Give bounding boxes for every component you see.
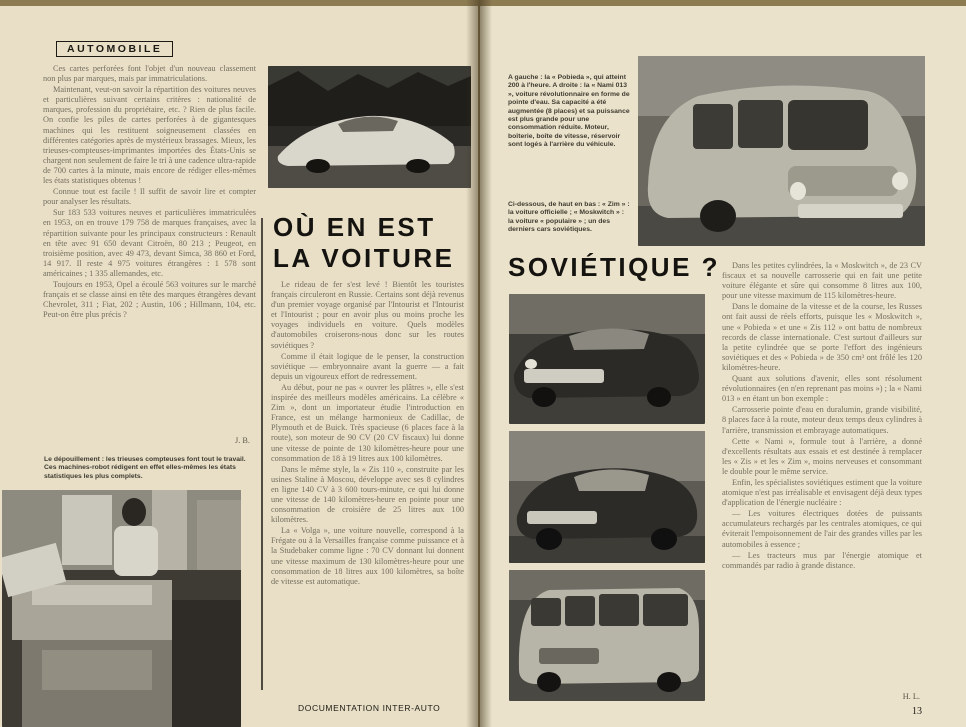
pobieda-nami-caption: A gauche : la « Pobieda », qui atteint 200 à l'heure. A droite : la « Nami 013 », voiture révolutionnaire en forme de pointe d'eau. Sa capacité a été augmentée (8 places) et sa puissance est plus grande pour une consommation réduite. Moteur, boîterie, boîte de vitesse, réservoir sont logés à l'arrière du véhicule. xyxy=(508,74,630,149)
sorting-machine-photo xyxy=(2,490,241,727)
documentation-credit: DOCUMENTATION INTER-AUTO xyxy=(298,703,441,713)
article-paragraph: La « Volga », une voiture nouvelle, correspond à la Frégate ou à la Versailles française comme puissance et à la Studebaker comme ligne : 70 CV donnant lui donnent une vitesse maximum de 130 kilomètres-heure pour une consommation de 18 litres aux 100 kilomètres, sa boîte de vitesse est automatique. xyxy=(271,526,464,586)
intro-paragraph: Connue tout est facile ! Il suffit de savoir lire et compter pour analyser les résultats. xyxy=(43,187,256,207)
column-paragraph: Carrosserie pointe d'eau en duralumin, grande visibilité, 8 places face à la route, moteur deux temps deux cylindres à l'arrière, transmission et embrayage automatiques. xyxy=(722,405,922,435)
article-paragraph: Au début, pour ne pas « ouvrer les plâtres », elle s'est inspirée des meilleurs modèles américains. La célèbre « Zim », dont un importateur étudie l'introduction en France, est un mélange harmonieux de Cadillac, de Plymouth et de Buick. Très spacieuse (6 places face à la route), son moteur de 90 CV (20 CV fiscaux) lui donne une vitesse de pointe de 130 kilomètres-heure pour une consommation de 18 à 19 litres aux 100 kilomètres. xyxy=(271,382,464,463)
column-paragraph: Dans le domaine de la vitesse et de la course, les Russes ont fait aussi de réels efforts, puisque les « Moskwitch », une « Pobieda » et une « Zis 112 » ont battu de nombreux records de classe internationale. C'est surtout d'ailleurs sur la petite cylindrée que se porte l'effort des ingénieurs soviétiques et des « Pobieda » de 350 cm³ ont frôlé les 120 kilomètres-heure. xyxy=(722,302,922,372)
article-paragraph: Dans le même style, la « Zis 110 », construite par les usines Staline à Moscou, développe avec ses 8 cylindres en ligne 140 CV à 3 600 tours-minute, ce qui lui donne une vitesse de 140 kilomètres-heure en pointe pour une consommation de croisière de 25 litres aux 100 kilomètres. xyxy=(271,464,464,525)
article-text xyxy=(271,280,464,588)
nami-car-photo xyxy=(638,56,925,246)
right-page xyxy=(480,6,966,727)
right-column-text xyxy=(722,261,922,572)
page-number: 13 xyxy=(912,706,922,717)
column-paragraph: Quant aux solutions d'avenir, elles sont résolument révolutionnaires (en n'en reprenant pas moins ») ; la « Nami 013 » en étant un bon exemple : xyxy=(722,374,922,404)
column-paragraph: Dans les petites cylindrées, la « Moskwitch », de 23 CV fiscaux et sa nouvelle carrosserie qui en fait une petite voiture élégante et sûre qui consomme 8 litres aux 100, pour une vitesse maximum de 115 kilomètres-heure. xyxy=(722,261,922,301)
column-paragraph: Cette « Nami », formule tout à l'arrière, a donné d'excellents résultats aux essais et est destinée à remplacer les « Zis » et les « Zim », moins nerveuses et consommant le double pour le même service. xyxy=(722,436,922,476)
aerodynamic-car-photo xyxy=(268,66,471,188)
headline-line: LA VOITURE xyxy=(273,243,455,273)
article-signature: H. L. xyxy=(902,692,920,701)
headline xyxy=(273,212,454,274)
intro-paragraph: Toujours en 1953, Opel a écoulé 563 voitures sur le marché français et se classe ainsi en tête des marques étrangères devant Chevrolet, 311 ; Fiat, 202 ; Austin, 106 ; Hillmann, 104, etc. Peut-on être plus précis ? xyxy=(43,279,256,320)
intro-paragraph: Maintenant, veut-on savoir la répartition des voitures neuves et particulières suivant certains critères : nationalité de marques, profession du propriétaire, etc. ? Rien de plus facile. On confie les piles de cartes perforées à de gigantesques machines qui les restituent soigneusement classées en différentes catégories après de mystérieux brassages. Mieux, les trieuses-compteuses-imprimantes importées des États-Unis se chargent non seulement de faire le tri à une cadence ultra-rapide de 700 cartes à la minute, mais encore de rédiger elles-mêmes les états statistiques obtenus ! xyxy=(43,85,256,186)
left-page xyxy=(0,6,478,727)
intro-paragraph: Sur 183 533 voitures neuves et particulières immatriculées en 1953, on en trouve 179 758 de marques françaises, avec la répartition suivante pour les principaux constructeurs : Renault en tête avec 91 650 devant Citroën, 80 213 ; Peugeot, en troisième position, avec 49 473, devant Simca, 38 860 et Ford, 14 917. Il reste 4 975 voitures étrangères : 1 578 sont américaines ; 1 335 allemandes, etc. xyxy=(43,208,256,278)
zim-car-photo xyxy=(509,294,705,424)
soviet-bus-photo xyxy=(509,570,705,701)
zim-moskwitch-caption: Ci-dessous, de haut en bas : « Zim » : la voiture officielle ; « Moskwitch » : la voiture « populaire » ; un des derniers cars soviétiques. xyxy=(508,201,630,234)
headline-continued: SOVIÉTIQUE ? xyxy=(508,252,721,282)
article-paragraph: Comme il était logique de le penser, la construction soviétique — embryonnaire avant la guerre — a fait depuis un vigoureux effort de redressement. xyxy=(271,351,464,381)
article-paragraph: Le rideau de fer s'est levé ! Bientôt les touristes français circuleront en Russie. Certains sont déjà revenus d'un premier voyage organisé par l'Intourist et l'Intourist et l'Intourist ; pour en avoir plus ou moins proche les voyages individuels en voiture. Quels modèles d'automobiles croiserons-nous donc sur les routes soviétiques ? xyxy=(271,280,464,350)
sorting-machine-caption: Le dépouillement : les trieuses compteuses font tout le travail. Ces machines-robot rédigent en effet elles-mêmes les états statistiques les plus complets. xyxy=(44,456,246,480)
column-paragraph: Enfin, les spécialistes soviétiques estiment que la voiture atomique n'est pas irréalisable et envisagent déjà deux types d'application de l'énergie nucléaire : xyxy=(722,477,922,508)
intro-text xyxy=(43,64,256,321)
intro-signature: J. B. xyxy=(235,436,250,445)
moskwitch-car-photo xyxy=(509,431,705,563)
column-rule xyxy=(261,218,263,690)
column-paragraph: — Les voitures électriques dotées de puissants accumulateurs rechargés par les centrales atomiques, ce qui éviterait l'empoisonnement de l'air des grandes villes par les automobiles à essence ; xyxy=(722,509,922,549)
section-tag: AUTOMOBILE xyxy=(56,41,173,57)
book-gutter xyxy=(466,0,492,727)
intro-paragraph: Ces cartes perforées font l'objet d'un nouveau classement non plus par marques, mais par immatriculations. xyxy=(43,64,256,84)
headline-line: OÙ EN EST xyxy=(273,212,436,242)
column-paragraph: — Les tracteurs mus par l'énergie atomique et commandés par radio à grande distance. xyxy=(722,550,922,570)
